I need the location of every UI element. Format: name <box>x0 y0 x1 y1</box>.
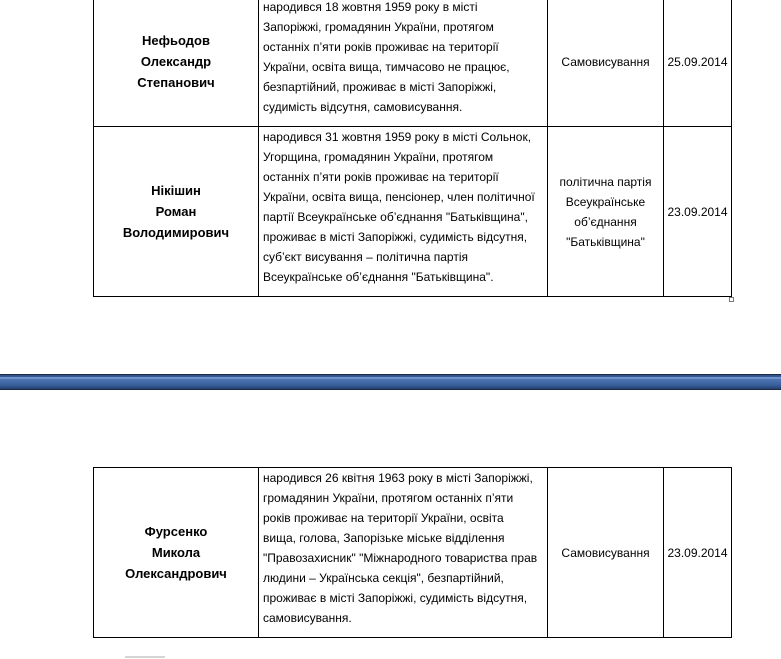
bio-line: України, освіта вища, пенсіонер, член політичної <box>263 190 535 204</box>
bio-line: партії Всеукраїнське об’єднання "Батьківщина", <box>263 210 528 224</box>
bio-line: громадянин України, протягом останніх п’яти <box>263 491 514 505</box>
bio-line: проживає в місті Запоріжжі, судимість відсутня, <box>263 591 528 605</box>
bio-line: народився 18 жовтня 1959 року в місті <box>263 0 478 14</box>
nomination-line: Всеукраїнське <box>565 194 646 209</box>
bio-line: самовисування. <box>263 611 352 625</box>
patronymic: Степанович <box>137 75 215 90</box>
first-name: Олександр <box>140 54 212 69</box>
bio-line: людини – Українська секція", безпартійний, <box>263 571 504 585</box>
bio-line: вища, голова, Запорізьке міське відділення <box>263 531 505 545</box>
nomination-line: об’єднання <box>574 214 637 229</box>
bio-line: проживає в місті Запоріжжі, судимість відсутня, <box>263 230 528 244</box>
nomination-line: Самовисування <box>561 54 650 69</box>
candidate-bio-cell <box>259 468 548 638</box>
bio-line: судимість відсутня, самовисування. <box>263 100 463 114</box>
bio-line: Всеукраїнське об’єднання "Батьківщина". <box>263 270 494 284</box>
candidate-name-cell <box>94 127 259 297</box>
bio-line: останніх п’яти років проживає на території <box>263 170 499 184</box>
page-edge-mark <box>125 656 165 658</box>
last-name: Нефьодов <box>142 33 210 48</box>
candidates-table-bottom <box>93 467 732 638</box>
first-name: Роман <box>155 204 197 219</box>
date-cell: 23.09.2014 <box>664 127 732 297</box>
nomination-line: політична партія <box>559 174 652 189</box>
bio-line: "Правозахисник" "Міжнародного товариства прав <box>263 551 538 565</box>
bio-line: Запоріжжі, громадянин України, протягом <box>263 20 494 34</box>
table-row <box>94 0 732 127</box>
bio-line: останніх п’яти років проживає на території <box>263 40 499 54</box>
nomination-cell <box>548 468 664 638</box>
bio-line: безпартійний, проживає в місті Запоріжжі, <box>263 80 497 94</box>
bio-line: суб’єкт висування – політична партія <box>263 250 469 264</box>
candidate-bio-cell <box>259 127 548 297</box>
candidate-name-cell <box>94 468 259 638</box>
nomination-line: Самовисування <box>561 545 650 560</box>
nomination-cell <box>548 0 664 127</box>
candidate-name-cell <box>94 0 259 127</box>
table-row <box>94 127 732 297</box>
patronymic: Володимирович <box>122 225 230 240</box>
date-cell: 25.09.2014 <box>664 0 732 127</box>
bio-line: народився 26 квітня 1963 року в місті Запоріжжі, <box>263 471 533 485</box>
table-row <box>94 468 732 638</box>
separator-highlight <box>0 377 781 379</box>
page-break-separator <box>0 374 781 390</box>
first-name: Микола <box>151 545 201 560</box>
candidate-bio-cell <box>259 0 548 127</box>
date-cell: 23.09.2014 <box>664 468 732 638</box>
nomination-line: "Батьківщина" <box>566 234 645 249</box>
last-name: Фурсенко <box>144 524 208 539</box>
nomination-cell <box>548 127 664 297</box>
last-name: Нікішин <box>151 183 201 198</box>
bio-line: років проживає на території України, освіта <box>263 511 504 525</box>
bio-line: Угорщина, громадянин України, протягом <box>263 150 494 164</box>
bio-line: народився 31 жовтня 1959 року в місті Сольнок, <box>263 130 532 144</box>
candidates-table-top <box>93 0 732 297</box>
patronymic: Олександрович <box>125 566 227 581</box>
bio-line: України, освіта вища, тимчасово не працює, <box>263 60 510 74</box>
table-resize-handle[interactable] <box>729 297 734 302</box>
